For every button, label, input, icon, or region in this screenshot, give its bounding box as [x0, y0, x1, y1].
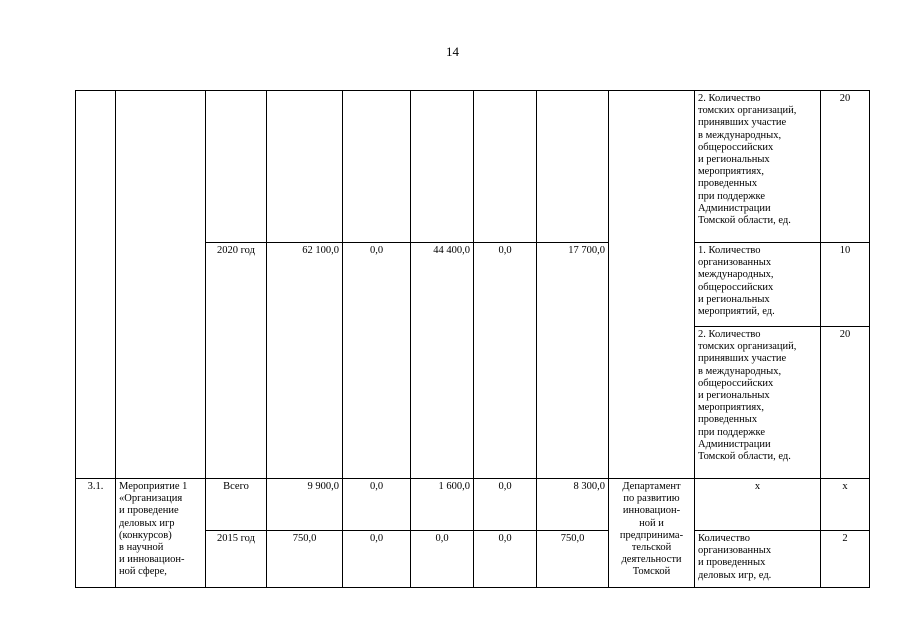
- page-number: 14: [446, 44, 459, 59]
- other-cell-empty: [537, 91, 609, 243]
- total-cell: 62 100,0: [267, 243, 343, 479]
- num-cell-empty: [76, 91, 116, 479]
- table-row: [76, 479, 870, 531]
- local-cell: 0,0: [474, 243, 537, 479]
- other-cell: 750,0: [537, 531, 609, 588]
- reg-cell: 0,0: [411, 531, 474, 588]
- total-cell: 9 900,0: [267, 479, 343, 531]
- indicator-value: 10: [821, 243, 870, 327]
- local-cell-empty: [474, 91, 537, 243]
- reg-cell: 1 600,0: [411, 479, 474, 531]
- executor-cell: Департамент по развитию инновацион- ной и предпринима- тельской деятельности Томской: [609, 479, 695, 588]
- fed-cell-empty: [343, 91, 411, 243]
- indicator-cell: 2. Количество томских организаций, принявших участие в международных, общероссийских и региональных мероприятиях, проведенных при поддержке Администрации Томской области, ед.: [695, 91, 821, 243]
- executor-cell-empty: [609, 91, 695, 479]
- year-cell: Всего: [206, 479, 267, 531]
- total-cell: 750,0: [267, 531, 343, 588]
- indicator-cell: Количество организованных и проведенных деловых игр, ед.: [695, 531, 821, 588]
- row-number: 3.1.: [76, 479, 116, 588]
- other-cell: 17 700,0: [537, 243, 609, 479]
- year-cell: 2015 год: [206, 531, 267, 588]
- fed-cell: 0,0: [343, 243, 411, 479]
- other-cell: 8 300,0: [537, 479, 609, 531]
- indicator-cell: х: [695, 479, 821, 531]
- indicator-cell: 2. Количество томских организаций, принявших участие в международных, общероссийских и региональных мероприятиях, проведенных при поддержке Администрации Томской области, ед.: [695, 327, 821, 479]
- table-row: [76, 91, 870, 243]
- total-cell-empty: [267, 91, 343, 243]
- year-cell-empty: [206, 91, 267, 243]
- local-cell: 0,0: [474, 479, 537, 531]
- indicator-value: 20: [821, 91, 870, 243]
- reg-cell-empty: [411, 91, 474, 243]
- reg-cell: 44 400,0: [411, 243, 474, 479]
- fed-cell: 0,0: [343, 479, 411, 531]
- measure-title: Мероприятие 1 «Организация и проведение деловых игр (конкурсов) в научной и инновацион- ной сфере,: [116, 479, 206, 588]
- indicator-value: 20: [821, 327, 870, 479]
- indicator-cell: 1. Количество организованных международных, общероссийских и региональных мероприятий, ед.: [695, 243, 821, 327]
- local-cell: 0,0: [474, 531, 537, 588]
- indicator-value: 2: [821, 531, 870, 588]
- year-cell: 2020 год: [206, 243, 267, 479]
- fed-cell: 0,0: [343, 531, 411, 588]
- program-table: [75, 90, 870, 588]
- title-cell-empty: [116, 91, 206, 479]
- indicator-value: х: [821, 479, 870, 531]
